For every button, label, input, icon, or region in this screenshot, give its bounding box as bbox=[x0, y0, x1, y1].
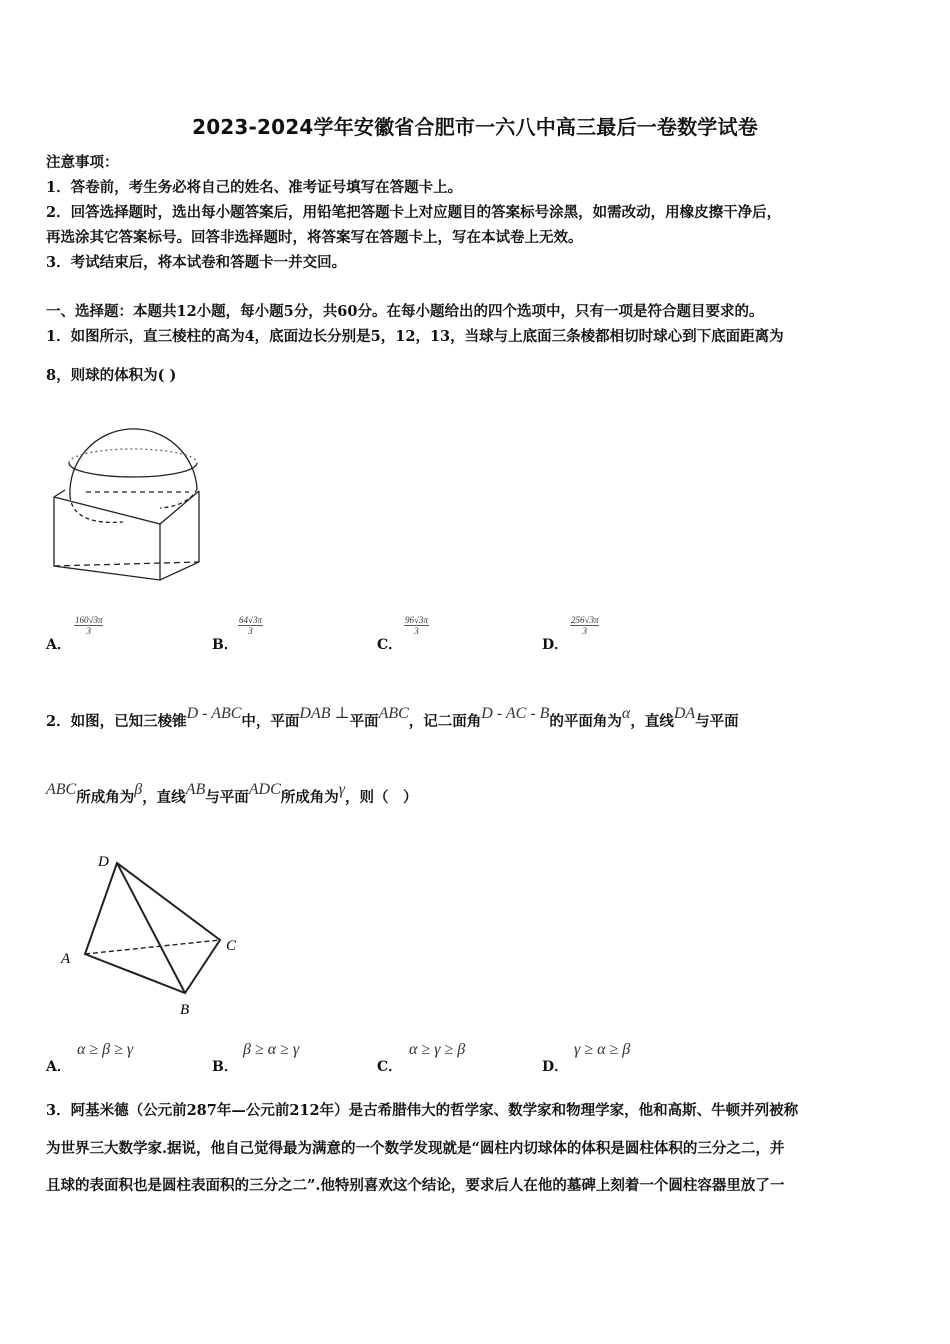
question-3-text: 3．阿基米德（公元前287年—公元前212年）是古希腊伟大的哲学家、数学家和物理学家，他和高斯、牛顿并列被称 bbox=[46, 1102, 799, 1119]
question-2-line-1 bbox=[46, 705, 739, 732]
option-d-value[interactable]: γ ≥ α ≥ β bbox=[574, 1041, 631, 1058]
math: ADC bbox=[248, 781, 281, 798]
math: D - ABC bbox=[186, 705, 242, 722]
fraction-numerator: 160√3π bbox=[75, 615, 103, 625]
option-label[interactable]: C． bbox=[377, 637, 403, 653]
fraction-denominator: 3 bbox=[86, 626, 91, 636]
math: DAB ⊥ bbox=[299, 705, 350, 722]
text: ，则（ ） bbox=[345, 789, 418, 806]
question-3-text: 为世界三大数学家.据说，他自己觉得最为满意的一个数学发现就是“圆柱内切球体的体积是圆柱体积的三分之二，并 bbox=[46, 1140, 785, 1157]
text: 与平面 bbox=[205, 789, 249, 806]
notes-heading: 注意事项： bbox=[46, 154, 119, 171]
question-2-line-2 bbox=[46, 781, 418, 808]
page-title: 2023-2024学年安徽省合肥市一六八中高三最后一卷数学试卷 bbox=[192, 115, 758, 139]
text: ，记二面角 bbox=[408, 713, 482, 730]
option-c-value[interactable] bbox=[404, 615, 429, 636]
option-b-value[interactable] bbox=[238, 615, 263, 636]
note-item: 1．答卷前，考生务必将自己的姓名、准考证号填写在答题卡上。 bbox=[46, 179, 463, 196]
text: 所成角为 bbox=[76, 789, 135, 806]
section-heading: 一、选择题：本题共12小题，每小题5分，共60分。在每小题给出的四个选项中，只有一项是符合题目要求的。 bbox=[46, 303, 764, 320]
question-3-text: 且球的表面积也是圆柱表面积的三分之二”.他特别喜欢这个结论，要求后人在他的墓碑上刻着一个圆柱容器里放了一 bbox=[46, 1177, 785, 1194]
fraction-denominator: 3 bbox=[248, 626, 253, 636]
math: β bbox=[134, 781, 143, 798]
text: ，直线 bbox=[142, 789, 186, 806]
math: γ bbox=[338, 781, 346, 798]
note-item: 2．回答选择题时，选出每小题答案后，用铅笔把答题卡上对应题目的答案标号涂黑，如需改动，用橡皮擦干净后， bbox=[46, 204, 782, 221]
note-item: 再选涂其它答案标号。回答非选择题时，将答案写在答题卡上，写在本试卷上无效。 bbox=[46, 229, 583, 246]
question-1-text: 8，则球的体积为( ) bbox=[46, 367, 177, 384]
option-b-value[interactable]: β ≥ α ≥ γ bbox=[243, 1041, 300, 1058]
math: AB bbox=[185, 781, 206, 798]
fraction-numerator: 96√3π bbox=[405, 615, 428, 625]
vertex-c-label: C bbox=[226, 938, 237, 954]
vertex-a-label: A bbox=[61, 951, 71, 967]
option-c-value[interactable]: α ≥ γ ≥ β bbox=[409, 1041, 466, 1058]
math: ABC bbox=[46, 781, 77, 798]
prism-sphere-figure bbox=[48, 395, 213, 590]
option-label[interactable]: B． bbox=[212, 1059, 238, 1075]
option-a-value[interactable]: α ≥ β ≥ γ bbox=[77, 1041, 134, 1058]
math: DA bbox=[673, 705, 696, 722]
text: ，直线 bbox=[630, 713, 674, 730]
question-1-text: 1．如图所示，直三棱柱的高为4，底面边长分别是5，12，13，当球与上底面三条棱都相切时球心到下底面距离为 bbox=[46, 328, 784, 345]
fraction-numerator: 256√3π bbox=[571, 615, 599, 625]
fraction-numerator: 64√3π bbox=[239, 615, 262, 625]
fraction-denominator: 3 bbox=[582, 626, 587, 636]
fraction-denominator: 3 bbox=[414, 626, 419, 636]
tetrahedron-figure bbox=[52, 846, 252, 1021]
option-label[interactable]: C． bbox=[377, 1059, 403, 1075]
note-item: 3．考试结束后，将本试卷和答题卡一并交回。 bbox=[46, 254, 347, 271]
vertex-d-label: D bbox=[98, 854, 109, 870]
math: D - AC - B bbox=[481, 705, 550, 722]
option-label[interactable]: A． bbox=[46, 637, 71, 653]
math: ABC bbox=[378, 705, 409, 722]
option-label[interactable]: B． bbox=[212, 637, 238, 653]
option-label[interactable]: A． bbox=[46, 1059, 71, 1075]
math: α bbox=[621, 705, 631, 722]
option-label[interactable]: D． bbox=[542, 637, 569, 653]
text: 2．如图，已知三棱锥 bbox=[46, 713, 187, 730]
text: 与平面 bbox=[695, 713, 739, 730]
vertex-b-label: B bbox=[180, 1002, 190, 1018]
text: 中，平面 bbox=[241, 713, 300, 730]
option-d-value[interactable] bbox=[570, 615, 599, 636]
option-a-value[interactable] bbox=[74, 615, 103, 636]
text: 所成角为 bbox=[280, 789, 339, 806]
option-label[interactable]: D． bbox=[542, 1059, 569, 1075]
text: 的平面角为 bbox=[549, 713, 622, 730]
text: 平面 bbox=[349, 713, 379, 730]
